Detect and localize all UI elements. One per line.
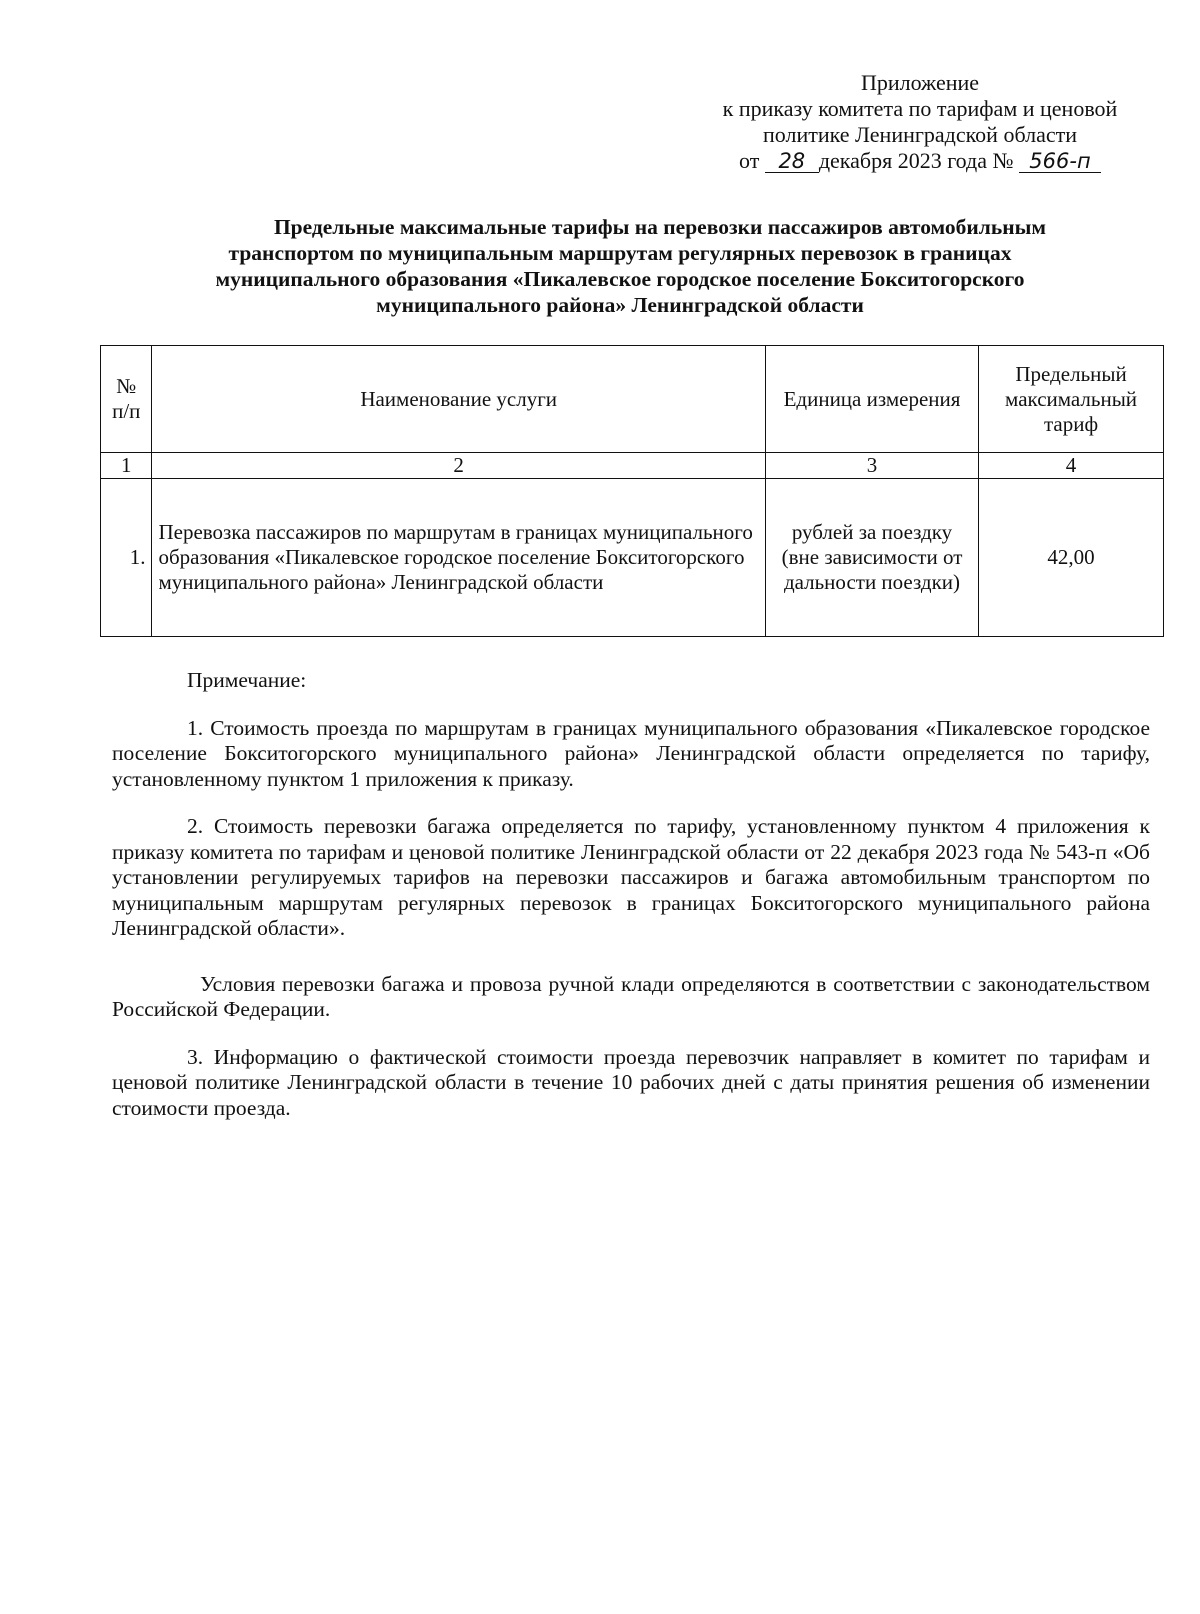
date-rest: декабря 2023 года № [818,148,1014,173]
row-service-name: Перевозка пассажиров по маршрутам в границах муниципального образования «Пикалевское городское поселение Бокситогорского муниципального района» Ленинградской области [152,479,765,637]
appendix-date-line [690,148,1150,174]
note-paragraph-conditions: Условия перевозки багажа и провоза ручной клади определяются в соответствии с законодательством Российской Федерации. [112,971,1150,1021]
note-paragraph-3: 3. Информацию о фактической стоимости проезда перевозчик направляет в комитет по тарифам и ценовой политике Ленинградской области в течение 10 рабочих дней с даты принятия решения об изменении стоимости проезда. [112,1044,1150,1120]
appendix-header [690,70,1150,174]
index-cell: 2 [152,453,765,479]
appendix-label: Приложение [860,70,980,95]
date-prefix: от [738,148,760,173]
title-line-2: транспортом по муниципальным маршрутам регулярных перевозок в границах [228,241,1012,265]
note-paragraph-2: 2. Стоимость перевозки багажа определяется по тарифу, установленному пунктом 4 приложения к приказу комитета по тарифам и ценовой политике Ленинградской области от 22 декабря 2023 года № 543-п «Об установлении регулируемых тарифов на перевозки пассажиров и багажа автомобильным транспортом по муниципальным маршрутам регулярных перевозок в границах Бокситогорского муниципального района Ленинградской области». [112,814,1150,940]
note-paragraph-1: 1. Стоимость проезда по маршрутам в границах муниципального образования «Пикалевское городское поселение Бокситогорского муниципального района» Ленинградской области определяется по тарифу, установленному пунктом 1 приложения к приказу. [112,715,1150,791]
tariff-table [100,345,1164,637]
header-max-tariff: Предельный максимальный тариф [979,346,1164,453]
header-service-name: Наименование услуги [152,346,765,453]
handwritten-order-number: 566-п [1019,150,1101,173]
row-unit: рублей за поездку (вне зависимости от дальности поездки) [765,479,978,637]
header-unit: Единица измерения [765,346,978,453]
table-index-row [101,453,1164,479]
document-title [140,214,1100,318]
table-header-row [101,346,1164,453]
appendix-order-ref: к приказу комитета по тарифам и ценовой [722,96,1118,121]
index-cell: 1 [101,453,152,479]
appendix-committee: политике Ленинградской области [762,122,1077,147]
title-line-1: Предельные максимальные тарифы на перевозки пассажиров автомобильным [273,215,1047,239]
row-number: 1. [101,479,152,637]
header-number: № п/п [101,346,152,453]
table-row [101,479,1164,637]
notes-title: Примечание: [187,668,307,692]
title-line-3: муниципального образования «Пикалевское городское поселение Бокситогорского [215,267,1025,291]
row-tariff-value: 42,00 [979,479,1164,637]
handwritten-day: 28 [765,150,819,173]
index-cell: 4 [979,453,1164,479]
index-cell: 3 [765,453,978,479]
notes-section [112,668,1150,1143]
title-line-4: муниципального района» Ленинградской области [376,293,864,317]
